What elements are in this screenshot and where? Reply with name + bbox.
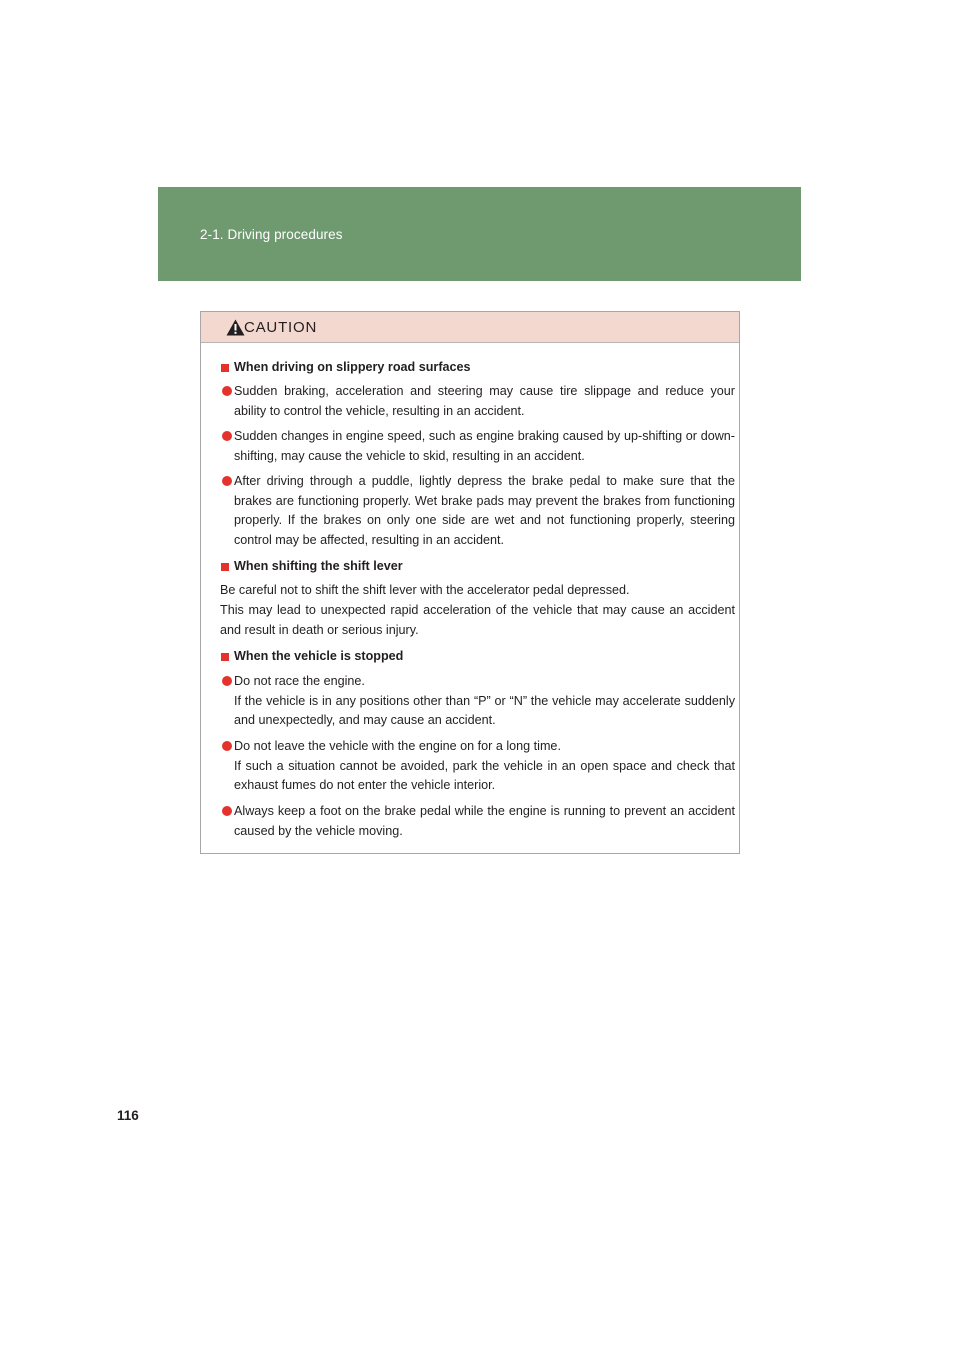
page-number: 116 [117,1108,139,1123]
warning-triangle-icon [226,319,245,336]
caution-content [201,343,739,853]
header-band [158,187,801,281]
list-item: After driving through a puddle, lightly depress the brake pedal to make sure that the brakes are functioning properly. Wet brake pads may prevent the brakes from functioning properly. If the brakes on only one side are wet and not functioning properly, steering control may be affected, resulting in an accident. [221,472,735,550]
round-bullet-icon [222,676,232,686]
section-heading-slippery: When driving on slippery road surfaces [221,358,471,378]
caution-box [200,311,740,854]
section-heading-vehicle-stopped: When the vehicle is stopped [221,647,403,667]
list-item: Always keep a foot on the brake pedal while the engine is running to prevent an accident caused by the vehicle moving. [221,802,735,841]
square-bullet-icon [221,563,229,571]
square-bullet-icon [221,364,229,372]
paragraph: This may lead to unexpected rapid acceleration of the vehicle that may cause an accident and result in death or serious injury. [220,603,735,637]
caution-title: CAUTION [244,319,318,336]
section-title: 2-1. Driving procedures [200,227,343,242]
paragraph: Be careful not to shift the shift lever with the accelerator pedal depressed. [220,583,630,597]
round-bullet-icon [222,386,232,396]
round-bullet-icon [222,741,232,751]
round-bullet-icon [222,476,232,486]
square-bullet-icon [221,653,229,661]
round-bullet-icon [222,806,232,816]
list-item: Sudden braking, acceleration and steering may cause tire slippage and reduce your ability to control the vehicle, resulting in an accident. [221,382,735,421]
section-heading-shift-lever: When shifting the shift lever [221,557,403,577]
caution-header [201,312,739,343]
list-item: Do not leave the vehicle with the engine on for a long time. If such a situation cannot be avoided, park the vehicle in an open space and check that exhaust fumes do not enter the vehicle interior. [221,737,735,796]
list-item: Sudden changes in engine speed, such as engine braking caused by up-shifting or down-shifting, may cause the vehicle to skid, resulting in an accident. [221,427,735,466]
list-item: Do not race the engine. If the vehicle is in any positions other than “P” or “N” the vehicle may accelerate suddenly and unexpectedly, and may cause an accident. [221,672,735,731]
round-bullet-icon [222,431,232,441]
